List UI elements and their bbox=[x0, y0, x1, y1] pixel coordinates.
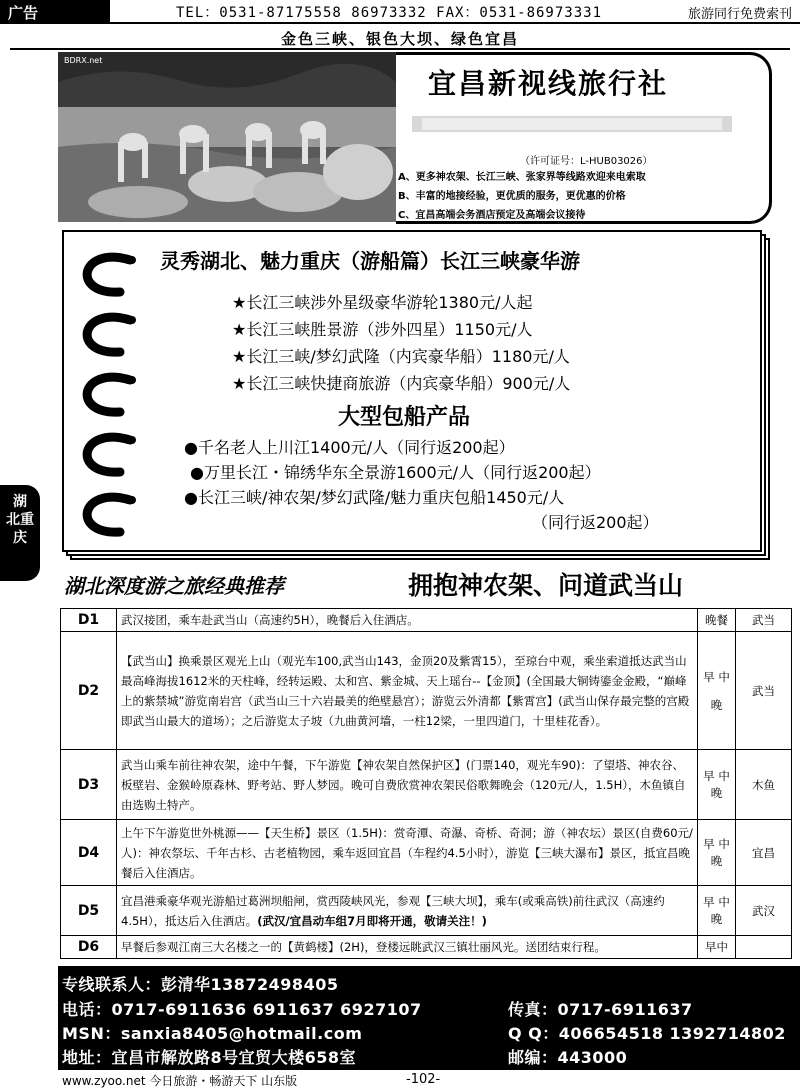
charter-item: （同行返200起） bbox=[532, 513, 659, 532]
table-row bbox=[61, 936, 792, 959]
contact-postcode: 邮编：443000 bbox=[508, 1048, 628, 1067]
table-row bbox=[61, 886, 792, 936]
charter-item: ●千名老人上川江1400元/人（同行返200起） bbox=[184, 438, 515, 457]
license-number: （许可证号：L-HUB03026） bbox=[520, 156, 653, 167]
agency-feature: B、丰富的地接经验，更优质的服务，更优惠的价格 bbox=[398, 191, 626, 202]
side-tab-line: 庆 bbox=[13, 530, 27, 546]
ad-label: 广告 bbox=[0, 0, 110, 24]
region-side-tab bbox=[0, 485, 40, 581]
meals: 早 中 晚 bbox=[698, 820, 736, 886]
day-label: D2 bbox=[61, 632, 117, 750]
overnight bbox=[736, 936, 792, 959]
header-contact: TEL：0531-87175558 86973332 FAX：0531-86973331 bbox=[176, 5, 603, 21]
cruise-item: ★长江三峡快捷商旅游（内宾豪华船）900元/人 bbox=[232, 374, 571, 393]
footer-text: www.zyoo.net 今日旅游・畅游天下 山东版 bbox=[62, 1074, 298, 1088]
stay-header: 武当 bbox=[736, 609, 792, 632]
day-label: D5 bbox=[61, 886, 117, 936]
charter-item: ●长江三峡/神农架/梦幻武隆/魅力重庆包船1450元/人 bbox=[184, 488, 565, 507]
contact-address: 地址：宜昌市解放路8号宜贸大楼658室 bbox=[62, 1048, 357, 1067]
day-description: 上午下午游览世外桃源——【天生桥】景区（1.5H)：赏奇潭、奇瀑、奇桥、奇洞；游（神农坛）景区(自费60元/人)：神农祭坛、千年古杉、古老植物园，乘车返回宜昌（车程约4.5小时），游览【三峡大瀑布】景区，抵宜昌晚餐后入住酒店。 bbox=[117, 820, 698, 886]
day-label: D1 bbox=[61, 609, 117, 632]
side-tab-line: 北重 bbox=[6, 512, 34, 528]
agency-slogan-graphic bbox=[412, 112, 732, 136]
agency-feature: C、宜昌高端会务酒店预定及高端会议接待 bbox=[398, 210, 586, 221]
river-photo-image bbox=[58, 52, 396, 222]
cruise-item: ★长江三峡胜景游（涉外四星）1150元/人 bbox=[232, 320, 533, 339]
rail-notice: (武汉/宜昌动车组7月即将开通，敬请关注！) bbox=[257, 913, 487, 928]
page-number: -102- bbox=[406, 1072, 441, 1087]
contact-phone: 电话：0717-6911636 6911637 6927107 bbox=[62, 1000, 422, 1019]
table-row bbox=[61, 820, 792, 886]
table-row bbox=[61, 632, 792, 750]
cruise-title: 灵秀湖北、魅力重庆（游船篇）长江三峡豪华游 bbox=[160, 249, 580, 273]
spiral-binding-icon bbox=[60, 240, 150, 550]
day-label: D6 bbox=[61, 936, 117, 959]
meals: 早 中 晚 bbox=[698, 886, 736, 936]
day-description: 武汉接团，乘车赴武当山（高速约5H），晚餐后入住酒店。 bbox=[117, 609, 698, 632]
day-description: 早餐后参观江南三大名楼之一的【黄鹤楼】(2H)，登楼远眺武汉三镇壮丽风光。送团结束行程。 bbox=[117, 936, 698, 959]
contact-person: 专线联系人：彭清华13872498405 bbox=[62, 975, 339, 994]
agency-name: 宜昌新视线旅行社 bbox=[428, 67, 669, 100]
overnight: 武当 bbox=[736, 632, 792, 750]
meal-header: 晚餐 bbox=[698, 609, 736, 632]
side-tab-line: 湖 bbox=[13, 494, 27, 510]
slogan: 金色三峡、银色大坝、绿色宜昌 bbox=[280, 30, 519, 48]
day-label: D4 bbox=[61, 820, 117, 886]
meals: 早 中 晚 bbox=[698, 750, 736, 820]
river-photo bbox=[58, 52, 396, 222]
itinerary-table bbox=[60, 608, 792, 959]
recommend-title: 湖北深度游之旅经典推荐 bbox=[64, 574, 284, 598]
overnight: 宜昌 bbox=[736, 820, 792, 886]
cruise-item: ★长江三峡涉外星级豪华游轮1380元/人起 bbox=[232, 293, 533, 312]
agency-feature: A、更多神农架、长江三峡、张家界等线路欢迎来电索取 bbox=[398, 172, 646, 183]
overnight: 武汉 bbox=[736, 886, 792, 936]
overnight: 木鱼 bbox=[736, 750, 792, 820]
day-label: D3 bbox=[61, 750, 117, 820]
photo-site-label: BDRX.net bbox=[64, 56, 103, 65]
charter-item: ●万里长江・锦绣华东全景游1600元/人（同行返200起） bbox=[190, 463, 601, 482]
divider bbox=[10, 48, 790, 50]
day-description: 【武当山】换乘景区观光上山（观光车100,武当山143，金顶20及紫霄15），至琼台中观，乘坐索道抵达武当山最高峰海拔1612米的天柱峰，经转运殿、太和宫、紫金城、天上瑶台--【金顶】(全国最大铜铸鎏金金殿，“巅峰上的紫禁城”游览南岩宫（武当山三十六岩最美的绝壁悬宫）；游览云外清都【紫霄宫】(武当山保存最完整的宫殿即武当山最大的道场）；之后游览太子坡（九曲黄河墙，一柱12梁，一里四道门，十里桂花香）。 bbox=[117, 632, 698, 750]
meals: 早 中 晚 bbox=[698, 632, 736, 750]
day-description: 武当山乘车前往神农架，途中午餐，下午游览【神农架自然保护区】(门票140，观光车90)：了望塔、神农谷、板壁岩、金猴岭原森林、野考站、野人梦园。晚可自费欣赏神农架民俗歌舞晚会（120元/人，1.5H），木鱼镇自由选购土特产。 bbox=[117, 750, 698, 820]
contact-msn: MSN：sanxia8405@hotmail.com bbox=[62, 1024, 363, 1043]
day-description bbox=[117, 886, 698, 936]
cruise-item: ★长江三峡/梦幻武隆（内宾豪华船）1180元/人 bbox=[232, 347, 570, 366]
day-description-text: 宜昌港乘豪华观光游船过葛洲坝船闸，赏西陵峡风光，参观【三峡大坝】，乘车(或乘高铁)前往武汉（高速约4.5H），抵达后入住酒店。 bbox=[121, 893, 665, 928]
recommend-subtitle: 拥抱神农架、问道武当山 bbox=[408, 571, 684, 600]
table-row bbox=[61, 750, 792, 820]
contact-fax: 传真：0717-6911637 bbox=[508, 1000, 693, 1019]
table-row bbox=[61, 609, 792, 632]
meals: 早中 bbox=[698, 936, 736, 959]
charter-title: 大型包船产品 bbox=[338, 405, 471, 430]
header-index: 旅游同行免费索刊 bbox=[687, 7, 792, 22]
contact-qq: Q Q：406654518 1392714802 bbox=[508, 1024, 786, 1043]
